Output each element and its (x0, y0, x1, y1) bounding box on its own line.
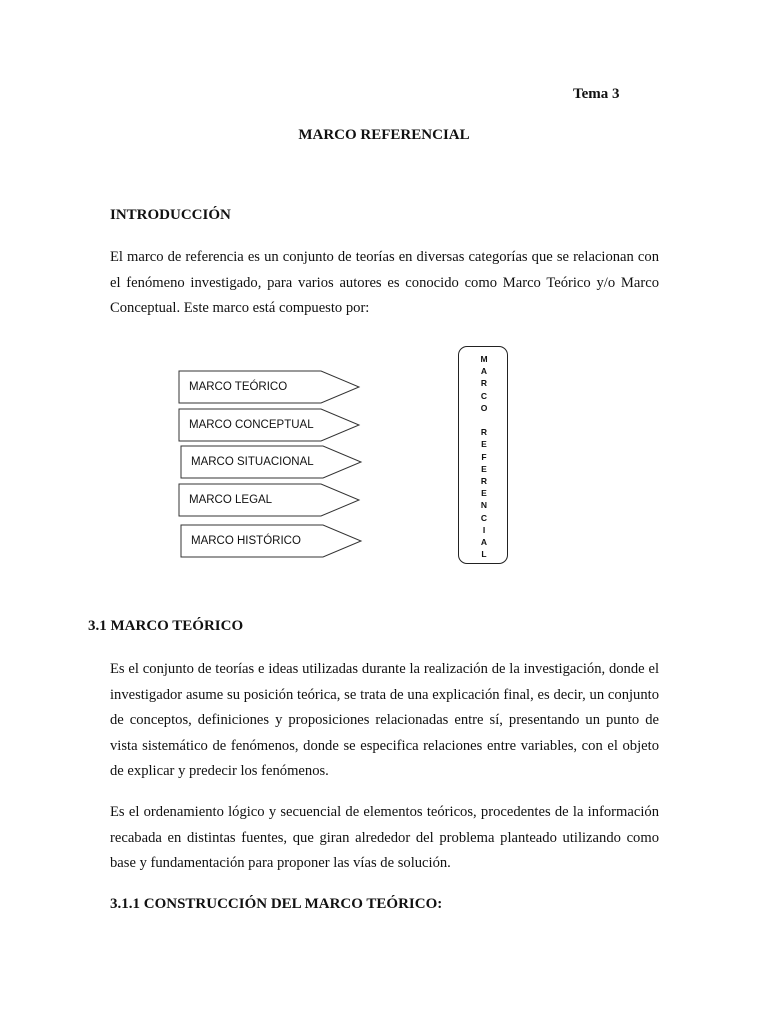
diagram-arrow-label: MARCO TEÓRICO (189, 381, 288, 393)
vertical-letter: E (481, 439, 487, 450)
diagram-arrow-label: MARCO HISTÓRICO (191, 535, 301, 547)
diagram-arrow-item (181, 524, 371, 558)
diagram-arrow-label: MARCO LEGAL (189, 494, 273, 506)
diagram-arrow-item (181, 445, 371, 479)
vertical-label-box (458, 346, 508, 564)
vertical-letter: F (481, 451, 487, 462)
diagram-arrow-item (179, 408, 369, 442)
vertical-letter: E (481, 463, 487, 474)
intro-paragraph: El marco de referencia es un conjunto de teorías en diversas categorías que se relacionan con el fenómeno investigado, para varios autores es conocido como Marco Teórico y/o Marco Conceptual. Este marco está compuesto por: (110, 249, 659, 316)
intro-heading: INTRODUCCIÓN (110, 207, 231, 223)
vertical-letter-spacer (459, 414, 509, 426)
vertical-letter: M (480, 354, 488, 364)
document-title: MARCO REFERENCIAL (298, 127, 470, 143)
section-heading: 3.1 MARCO TEÓRICO (88, 618, 244, 634)
vertical-letter: A (480, 366, 488, 377)
vertical-letter: R (480, 476, 488, 487)
vertical-letter: I (482, 524, 486, 535)
vertical-letter: A (480, 537, 488, 548)
topic-number: Tema 3 (573, 86, 620, 102)
diagram-arrow-label: MARCO SITUACIONAL (191, 456, 314, 468)
section-paragraph: Es el conjunto de teorías e ideas utilizadas durante la realización de la investigación, donde el investigador asume su posición teórica, se trata de una explicación final, es decir, un conjunto de conceptos, definiciones y proposiciones relacionadas entre sí, presentando un punto de vista sistemático de fenómenos, donde se especifica relaciones entre variables, con el objeto de explicar y predecir los fenómenos. (110, 661, 659, 779)
vertical-letter: R (480, 378, 488, 389)
vertical-letter: L (481, 549, 487, 560)
vertical-letter: R (480, 427, 488, 438)
vertical-letter: N (480, 500, 488, 511)
vertical-letter: C (480, 390, 488, 401)
marco-referencial-diagram (170, 340, 530, 570)
diagram-arrow-item (179, 370, 369, 404)
vertical-letter: C (480, 512, 488, 523)
vertical-letter: O (480, 402, 488, 413)
vertical-letter: E (481, 488, 487, 499)
vertical-letters (459, 353, 509, 560)
section-paragraph: Es el ordenamiento lógico y secuencial de elementos teóricos, procedentes de la información recabada en distintas fuentes, que giran alrededor del problema planteado utilizando como base y fundamentación para proponer las vías de solución. (110, 804, 659, 871)
subsection-heading: 3.1.1 CONSTRUCCIÓN DEL MARCO TEÓRICO: (110, 896, 443, 912)
diagram-arrow-item (179, 483, 369, 517)
diagram-arrow-label: MARCO CONCEPTUAL (189, 419, 314, 431)
